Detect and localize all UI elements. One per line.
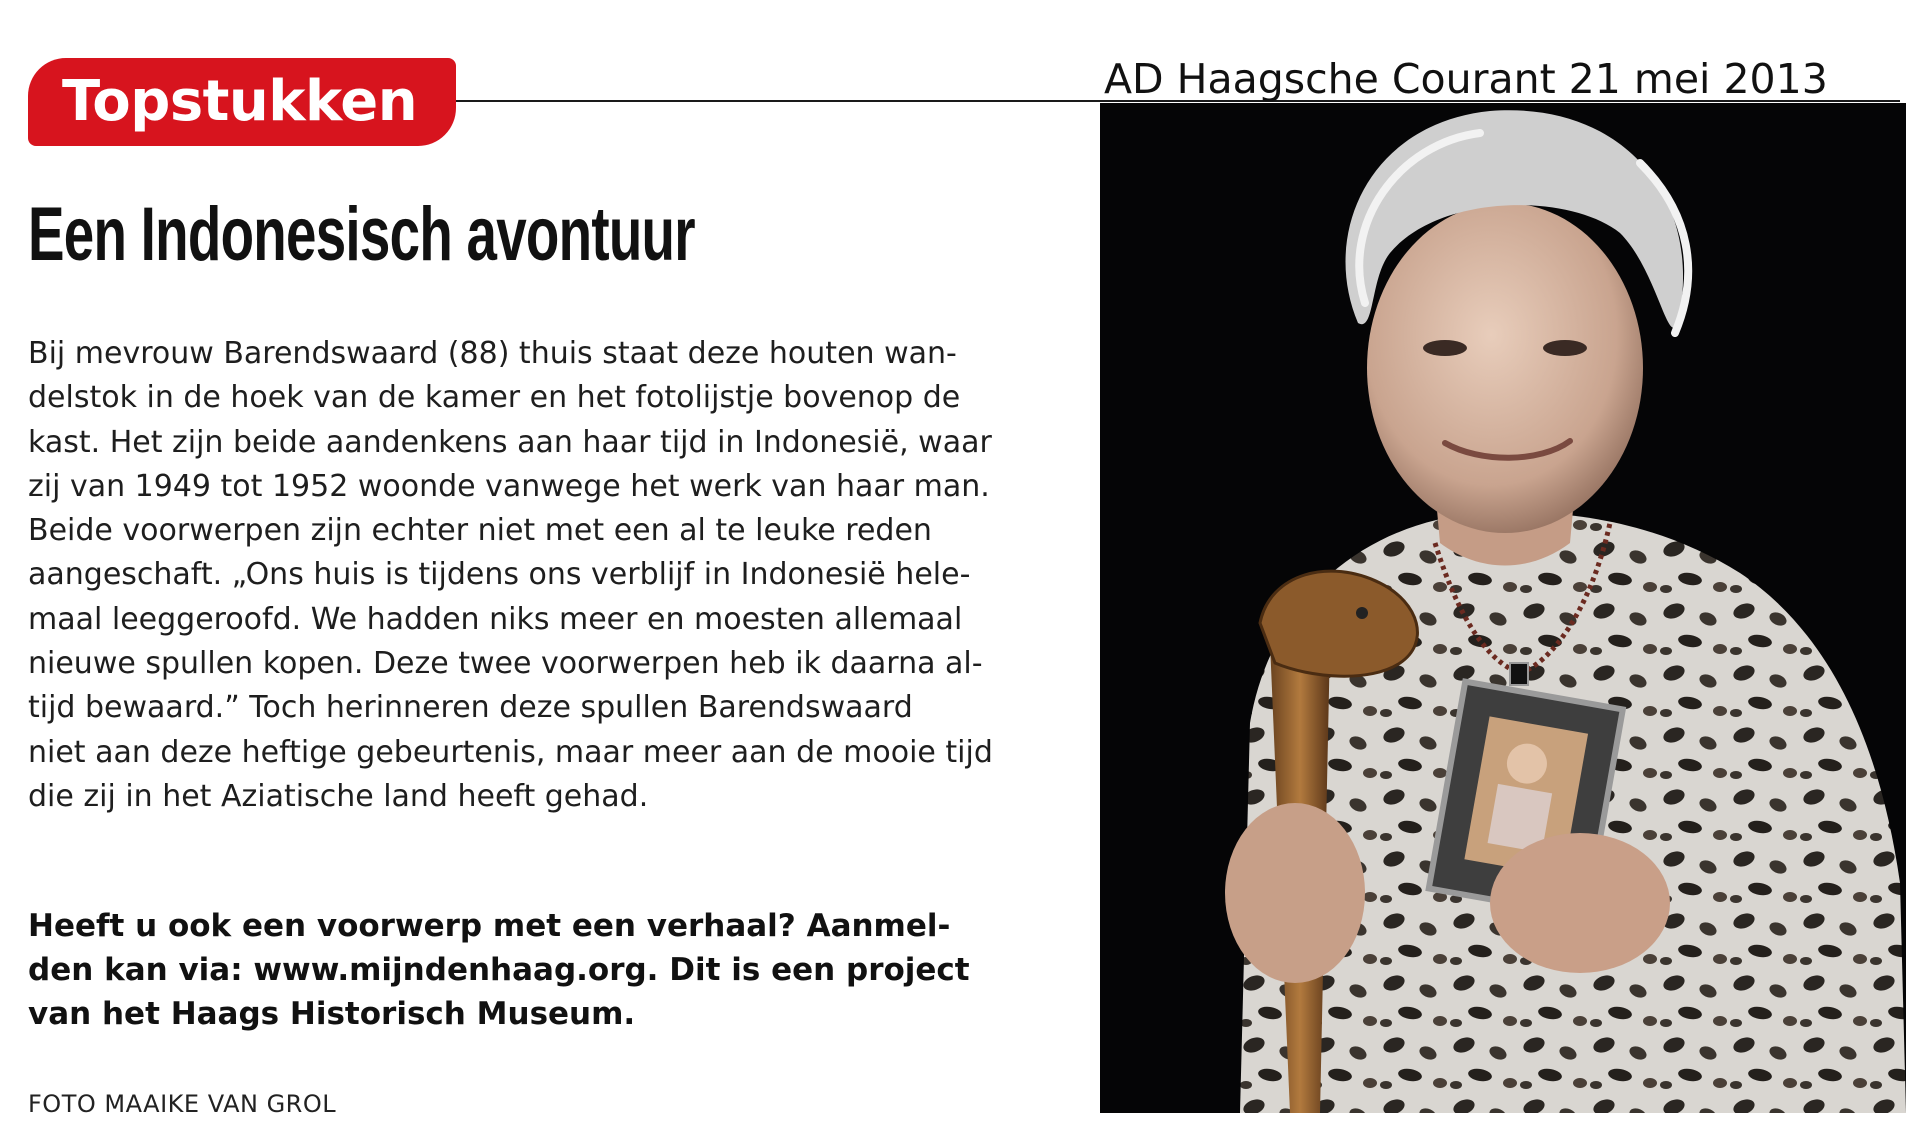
- body-line: aangeschaft. „Ons huis is tijdens ons verblijf in Indonesië hele-: [28, 557, 971, 593]
- body-line: Bij mevrouw Barendswaard (88) thuis staat deze houten wan-: [28, 336, 957, 371]
- article-body: [28, 332, 1068, 819]
- source-line: AD Haagsche Courant 21 mei 2013: [1104, 55, 1828, 103]
- article-callout: [28, 904, 1068, 1036]
- body-line: delstok in de hoek van de kamer en het fotolijstje bovenop de: [28, 380, 961, 416]
- body-line: zij van 1949 tot 1952 woonde vanwege het werk van haar man.: [28, 468, 990, 504]
- body-line: kast. Het zijn beide aandenkens aan haar tijd in Indonesië, waar: [28, 424, 992, 460]
- body-line: nieuwe spullen kopen. Deze twee voorwerpen heb ik daarna al-: [28, 646, 983, 682]
- body-line: Beide voorwerpen zijn echter niet met een al te leuke reden: [28, 513, 932, 549]
- callout-line: van het Haags Historisch Museum.: [28, 996, 636, 1032]
- body-line: niet aan deze heftige gebeurtenis, maar meer aan de mooie tijd: [28, 734, 993, 770]
- portrait-photo: [1100, 103, 1906, 1113]
- section-badge: [28, 58, 456, 146]
- portrait-illustration: [1100, 103, 1906, 1113]
- section-label: Topstukken: [62, 69, 418, 134]
- body-line: die zij in het Aziatische land heeft gehad.: [28, 778, 649, 814]
- photo-credit: FOTO MAAIKE VAN GROL: [28, 1090, 337, 1118]
- article-headline: Een Indonesisch avontuur: [28, 192, 695, 277]
- callout-line: den kan via: www.mijndenhaag.org. Dit is een project: [28, 952, 970, 988]
- callout-line: Heeft u ook een voorwerp met een verhaal? Aanmel-: [28, 908, 951, 944]
- body-line: tijd bewaard.” Toch herinneren deze spullen Barendswaard: [28, 690, 913, 726]
- body-line: maal leeggeroofd. We hadden niks meer en moesten allemaal: [28, 601, 963, 637]
